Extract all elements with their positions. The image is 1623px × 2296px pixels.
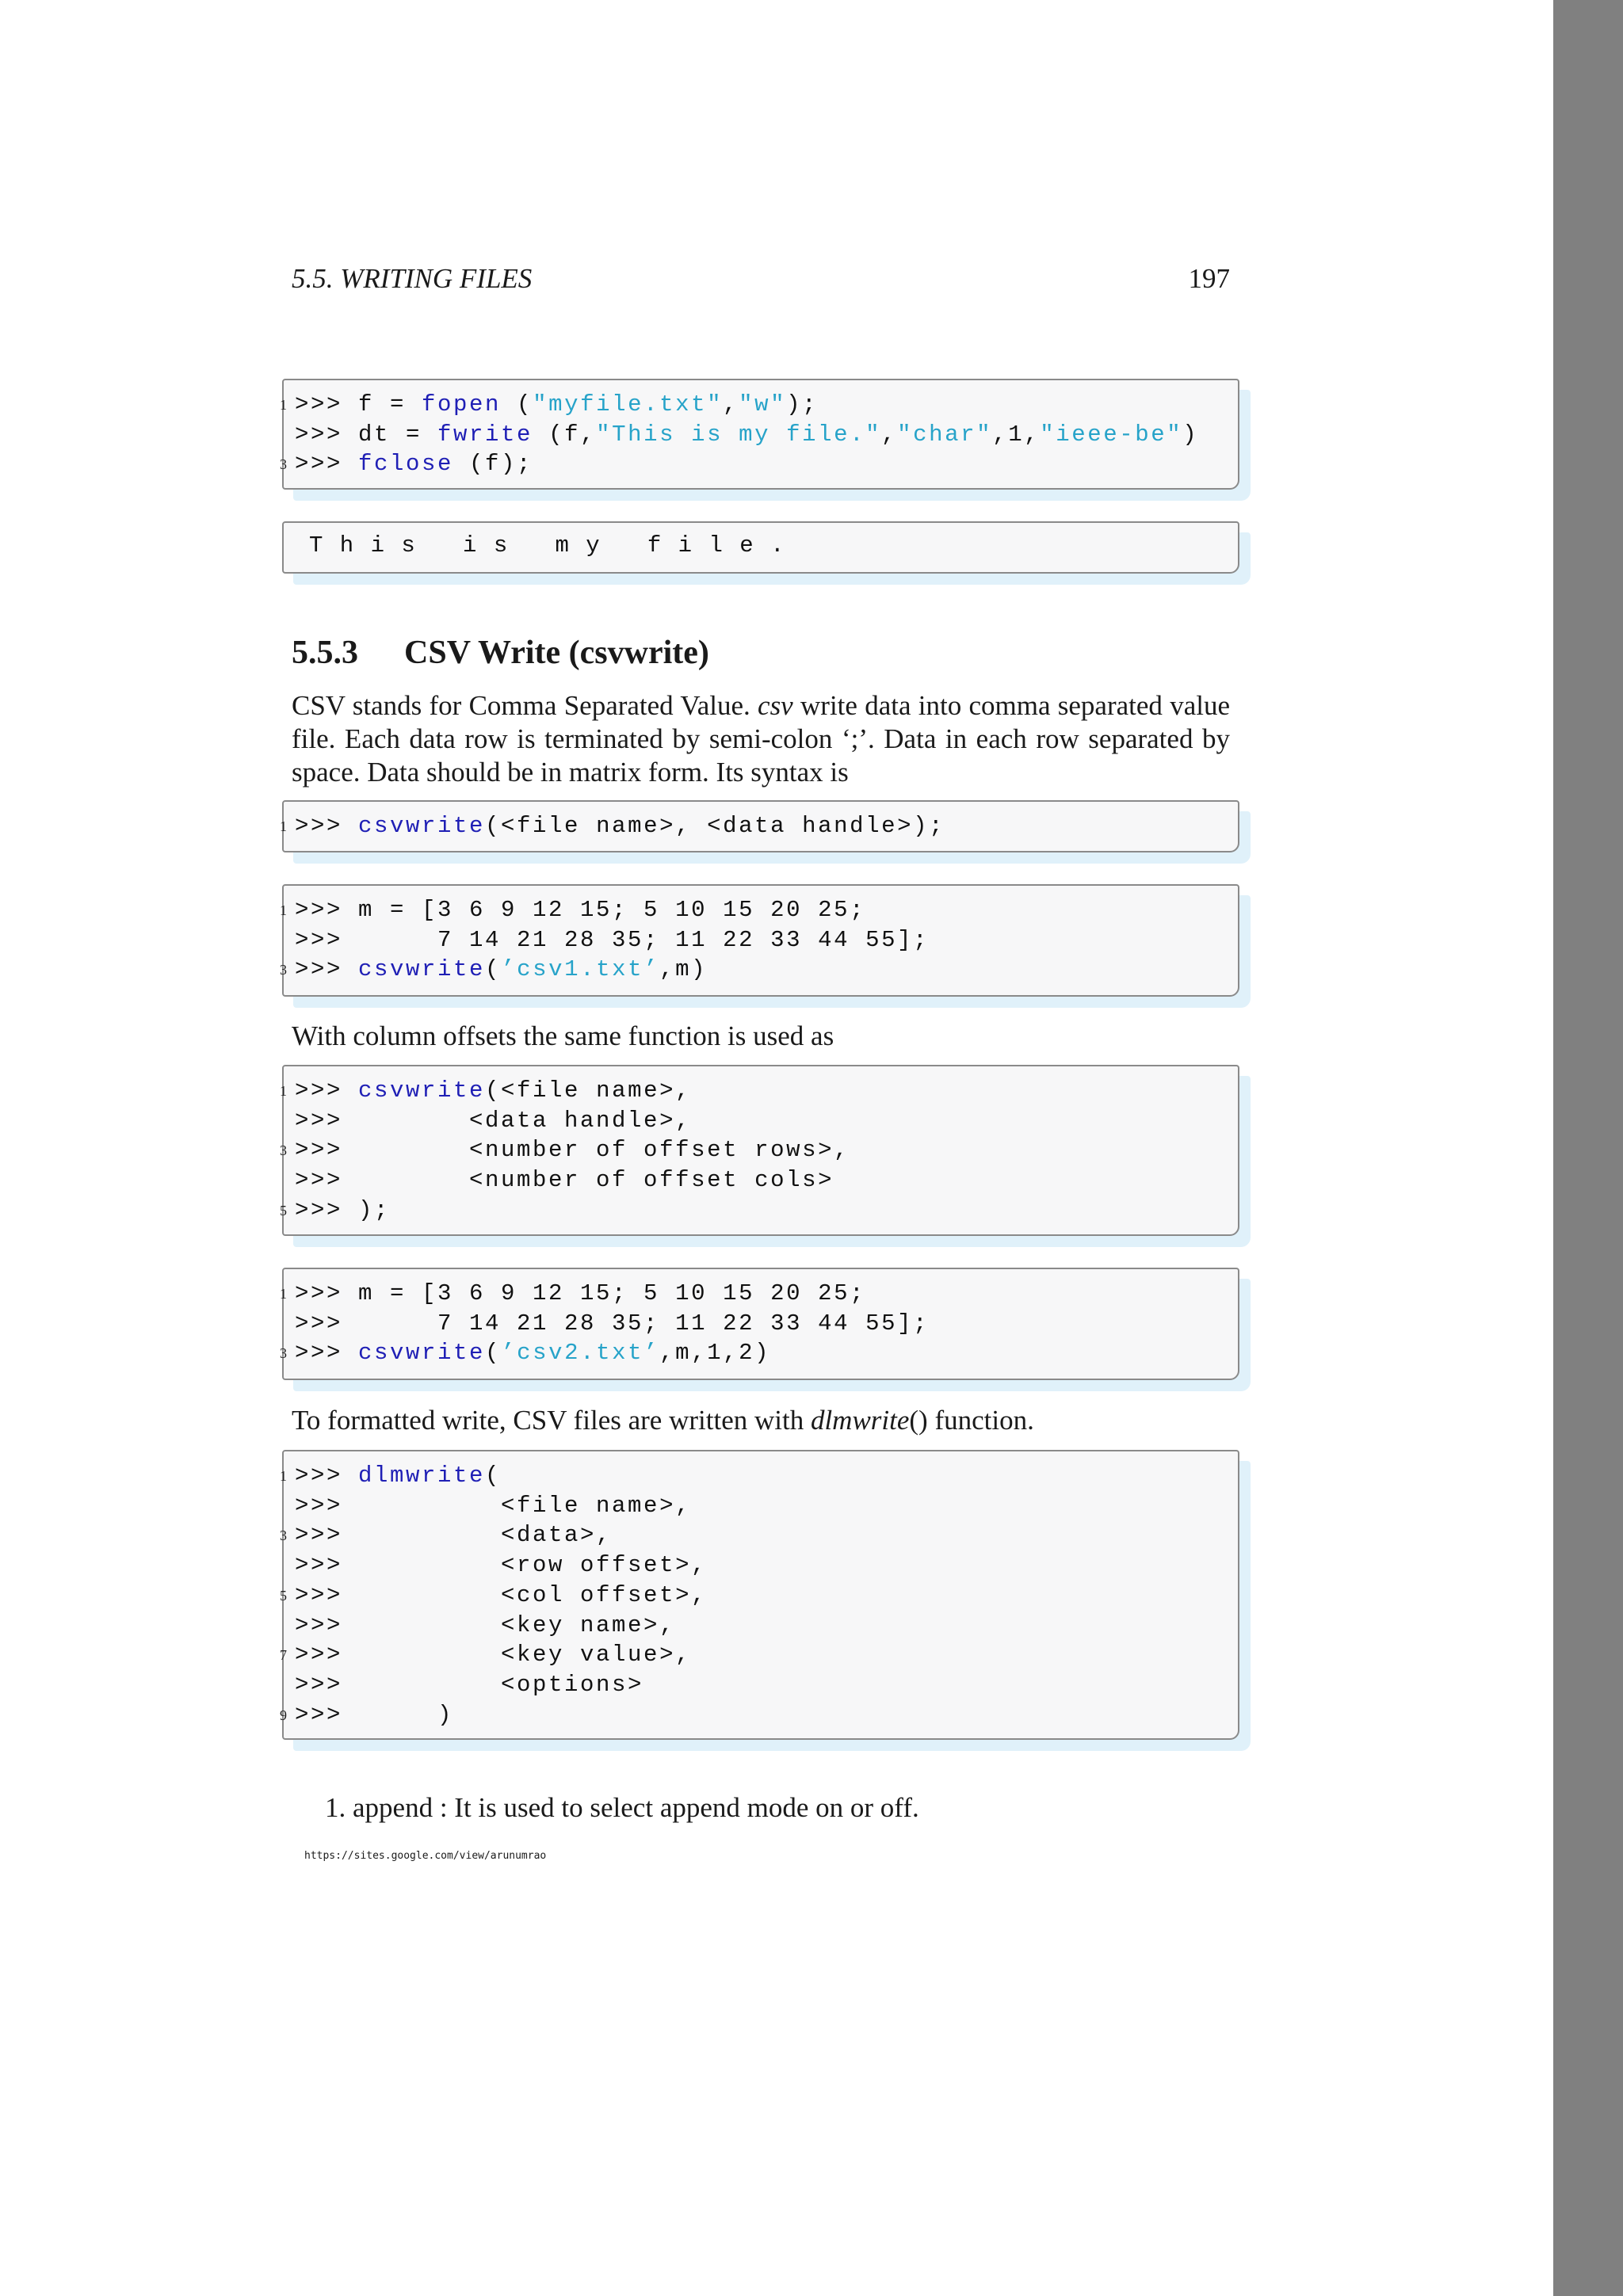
line-number: 9: [280, 1707, 287, 1723]
code-text: (: [485, 1463, 502, 1489]
code-line: [280, 1461, 502, 1491]
paragraph-csv-intro: [292, 689, 1230, 789]
code-line: [280, 1135, 850, 1165]
paragraph-text: To formatted write, CSV files are written with: [292, 1405, 811, 1436]
code-text: ,m): [659, 956, 708, 983]
code-line: [295, 1670, 643, 1700]
code-block-csvwrite-syntax: [282, 800, 1239, 852]
code-text: ,m,1,2): [659, 1340, 771, 1367]
code-line: [280, 1196, 391, 1226]
line-number: 7: [280, 1647, 287, 1664]
code-text: >>>: [295, 1077, 359, 1104]
code-text: >>> <options>: [295, 1671, 644, 1698]
code-string: "ieee-be": [1040, 421, 1183, 448]
line-number: 3: [280, 456, 287, 473]
code-line: [280, 955, 708, 985]
code-text: (<file name>,: [485, 1077, 692, 1104]
code-keyword: fwrite: [437, 421, 533, 448]
code-line: [280, 1076, 692, 1106]
code-line: [295, 1165, 834, 1196]
code-text: >>> <data handle>,: [295, 1107, 692, 1134]
code-text: >>> dt =: [295, 421, 438, 448]
code-keyword: fclose: [358, 451, 454, 478]
code-line: [280, 449, 533, 479]
emphasis-csv: csv: [758, 690, 793, 721]
section-heading: [292, 634, 709, 672]
code-text: (: [501, 391, 533, 418]
code-text: >>>: [295, 956, 359, 983]
code-line: [295, 1106, 691, 1136]
paragraph-text: write data into comma separated value file. Each data row is terminated by semi-colon ‘;’. Data in each row separated by space. Data should be in matrix form. Its syntax is: [292, 690, 1230, 788]
code-line: [280, 895, 866, 925]
code-line: [280, 811, 945, 841]
header-section-title: 5.5. WRITING FILES: [292, 263, 533, 294]
code-text: ,: [723, 391, 739, 418]
line-number: 1: [280, 1468, 287, 1484]
code-text: >>> m = [3 6 9 12 15; 5 10 15 20 25;: [295, 1280, 866, 1306]
code-text: >>>: [295, 1463, 359, 1489]
code-text: >>> <key name>,: [295, 1611, 676, 1638]
line-number: 3: [280, 1142, 287, 1159]
code-string: ’csv1.txt’: [501, 956, 660, 983]
code-keyword: csvwrite: [358, 1340, 486, 1367]
line-number: 1: [280, 1083, 287, 1099]
code-keyword: csvwrite: [358, 956, 486, 983]
line-number: 5: [280, 1202, 287, 1219]
line-number: 1: [280, 902, 287, 918]
footer-url: https://sites.google.com/view/arunumrao: [304, 1850, 547, 1862]
code-line: [295, 1491, 691, 1521]
code-keyword: csvwrite: [358, 1077, 486, 1104]
line-number: 5: [280, 1587, 287, 1604]
code-text: (: [485, 1340, 502, 1367]
code-string: "myfile.txt": [533, 391, 724, 418]
code-string: "This is my file.": [596, 421, 882, 448]
code-text: ,: [881, 421, 898, 448]
code-block-csvwrite-offsets-syntax: [282, 1065, 1239, 1236]
code-block-dlmwrite-syntax: [282, 1450, 1239, 1740]
code-line: [295, 1550, 707, 1581]
code-text: (: [485, 956, 502, 983]
page-number: 197: [1188, 263, 1230, 294]
code-line: [280, 1640, 692, 1670]
code-line: [280, 1700, 454, 1730]
code-text: >>> ): [295, 1701, 454, 1728]
code-keyword: csvwrite: [358, 813, 486, 839]
code-text: ,1,: [992, 421, 1041, 448]
code-block-csvwrite-example: [282, 884, 1239, 997]
code-text: >>>: [295, 451, 359, 478]
code-text: >>> <row offset>,: [295, 1552, 708, 1579]
code-block-fwrite: [282, 379, 1239, 490]
code-string: ’csv2.txt’: [501, 1340, 660, 1367]
code-text: >>> <number of offset rows>,: [295, 1137, 850, 1164]
code-text: (<file name>, <data handle>);: [485, 813, 945, 839]
code-text: >>> <number of offset cols>: [295, 1167, 834, 1194]
paragraph-text: CSV stands for Comma Separated Value.: [292, 690, 758, 721]
code-keyword: dlmwrite: [358, 1463, 486, 1489]
code-text: >>> );: [295, 1196, 391, 1223]
code-text: >>> m = [3 6 9 12 15; 5 10 15 20 25;: [295, 897, 866, 923]
code-block-csvwrite-offsets-example: [282, 1268, 1239, 1380]
line-number: 1: [280, 397, 287, 413]
list-marker: 1.: [325, 1792, 346, 1823]
running-header: [292, 263, 1230, 295]
code-text: >>> f =: [295, 391, 422, 418]
options-list: [325, 1792, 919, 1824]
section-title: CSV Write (csvwrite): [404, 635, 709, 671]
emphasis-dlmwrite: dlmwrite: [810, 1405, 910, 1436]
code-keyword: fopen: [422, 391, 502, 418]
section-number: 5.5.3: [292, 635, 358, 671]
code-line: [295, 420, 1198, 450]
code-line: [280, 1520, 613, 1550]
line-number: 3: [280, 1527, 287, 1544]
code-text: >>> <file name>,: [295, 1492, 692, 1519]
line-number: 1: [280, 1286, 287, 1302]
paragraph-text: With column offsets the same function is used as: [292, 1020, 834, 1051]
line-number: 1: [280, 818, 287, 834]
code-text: );: [786, 391, 819, 418]
code-line: [280, 1338, 771, 1368]
code-line: [295, 1309, 929, 1339]
code-string: "w": [739, 391, 787, 418]
paragraph-dlmwrite: [292, 1404, 1230, 1437]
code-line: [280, 1279, 866, 1309]
code-line: [295, 925, 929, 955]
code-text: >>> 7 14 21 28 35; 11 22 33 44 55];: [295, 1310, 930, 1337]
code-text: >>> <key value>,: [295, 1642, 692, 1669]
paragraph-column-offsets: [292, 1020, 1230, 1053]
line-number: 3: [280, 1345, 287, 1362]
code-string: "char": [897, 421, 993, 448]
code-text: >>> <data>,: [295, 1522, 613, 1549]
code-text: ): [1182, 421, 1199, 448]
paragraph-text: () function.: [909, 1405, 1034, 1436]
code-text: (f,: [533, 421, 597, 448]
output-text: T h i s i s m y f i l e .: [309, 532, 786, 559]
code-text: >>> 7 14 21 28 35; 11 22 33 44 55];: [295, 926, 930, 953]
code-line: [280, 390, 819, 420]
line-number: 3: [280, 962, 287, 978]
code-text: >>>: [295, 1340, 359, 1367]
code-line: [295, 1611, 675, 1641]
code-text: >>> <col offset>,: [295, 1581, 708, 1608]
list-item-text: append : It is used to select append mode on or off.: [353, 1792, 919, 1823]
code-text: (f);: [453, 451, 533, 478]
code-line: [280, 1581, 708, 1611]
output-box: [282, 521, 1239, 574]
code-text: >>>: [295, 813, 359, 839]
page-side-margin-bar: [1553, 0, 1623, 2296]
